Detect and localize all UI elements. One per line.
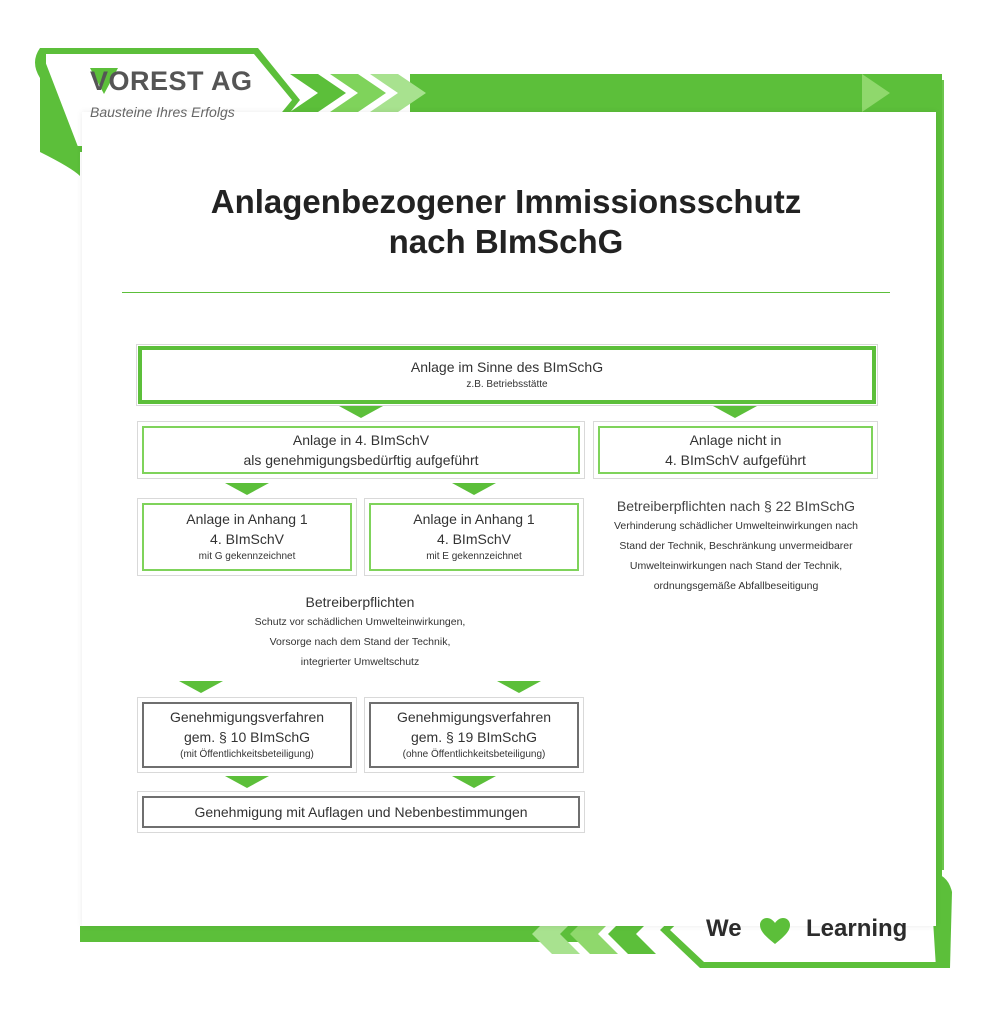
footer-learning: Learning [806,915,908,942]
note-betreiber-line-1: Schutz vor schädlichen Umwelteinwirkungen, [254,616,466,628]
node-verf-10-line-1: Genehmigungsverfahren [169,709,325,725]
node-anlage-bimschg-main: Anlage im Sinne des BImSchG [410,359,604,375]
node-genehmigung-text: Genehmigung mit Auflagen und Nebenbestimmungen [194,804,528,820]
node-listed-line-2: als genehmigungsbedürftig aufgeführt [243,452,479,468]
node-genehmigung [142,796,580,828]
footer-we: We [706,915,742,942]
node-not-listed-line-1: Anlage nicht in [689,432,782,448]
arrow-down [179,681,223,693]
node-verf-19-line-1: Genehmigungsverfahren [396,709,552,725]
node-anhang-e-sub: mit E gekennzeichnet [426,551,522,562]
arrow-down [339,406,383,418]
title-line-1: Anlagenbezogener Immissionsschutz [210,183,802,220]
node-listed-line-1: Anlage in 4. BImSchV [292,432,430,448]
title-line-2: nach BImSchG [388,223,624,260]
arrow-down [225,776,269,788]
note-betreiber [230,592,490,672]
note-betreiber-line-2: Vorsorge nach dem Stand der Technik, [269,636,451,648]
node-anlage-bimschg [138,346,876,404]
node-verf-19 [369,702,579,768]
node-anhang-g-line-2: 4. BImSchV [210,531,284,547]
note-betreiber-line-3: integrierter Umweltschutz [300,656,420,668]
note-p22-line-1: Verhinderung schädlicher Umwelteinwirkungen nach [614,520,858,532]
node-verf-19-line-2: gem. § 19 BImSchG [410,729,538,745]
node-not-listed [598,426,873,474]
node-verf-19-sub: (ohne Öffentlichkeitsbeteiligung) [402,749,546,760]
node-anhang-g-line-1: Anlage in Anhang 1 [186,511,308,527]
page-title [150,182,862,262]
node-listed [142,426,580,474]
note-betreiber-title: Betreiberpflichten [305,594,415,610]
node-verf-10 [142,702,352,768]
note-p22-line-3: Umwelteinwirkungen nach Stand der Technik, [629,560,843,572]
node-anlage-bimschg-sub: z.B. Betriebsstätte [466,379,548,390]
note-p22-line-4: ordnungsgemäße Abfallbeseitigung [653,580,819,592]
node-anhang-g-sub: mit G gekennzeichnet [198,551,296,562]
arrow-down [452,483,496,495]
note-p22-title: Betreiberpflichten nach § 22 BImSchG [616,498,856,514]
node-not-listed-line-2: 4. BImSchV aufgeführt [665,452,806,468]
node-anhang-e-line-2: 4. BImSchV [437,531,511,547]
logo-tagline: Bausteine Ihres Erfolgs [90,104,235,120]
heart-icon [759,917,791,945]
node-anhang-g [142,503,352,571]
note-p22 [592,496,880,596]
node-verf-10-line-2: gem. § 10 BImSchG [183,729,311,745]
node-verf-10-sub: (mit Öffentlichkeitsbeteiligung) [180,749,314,760]
logo-text: VOREST AG [90,66,253,96]
arrow-down [452,776,496,788]
arrow-down [497,681,541,693]
arrow-down [225,483,269,495]
note-p22-line-2: Stand der Technik, Beschränkung unvermeidbarer [619,540,853,552]
node-anhang-e-line-1: Anlage in Anhang 1 [413,511,535,527]
node-anhang-e [369,503,579,571]
title-divider [122,292,890,293]
arrow-down [713,406,757,418]
